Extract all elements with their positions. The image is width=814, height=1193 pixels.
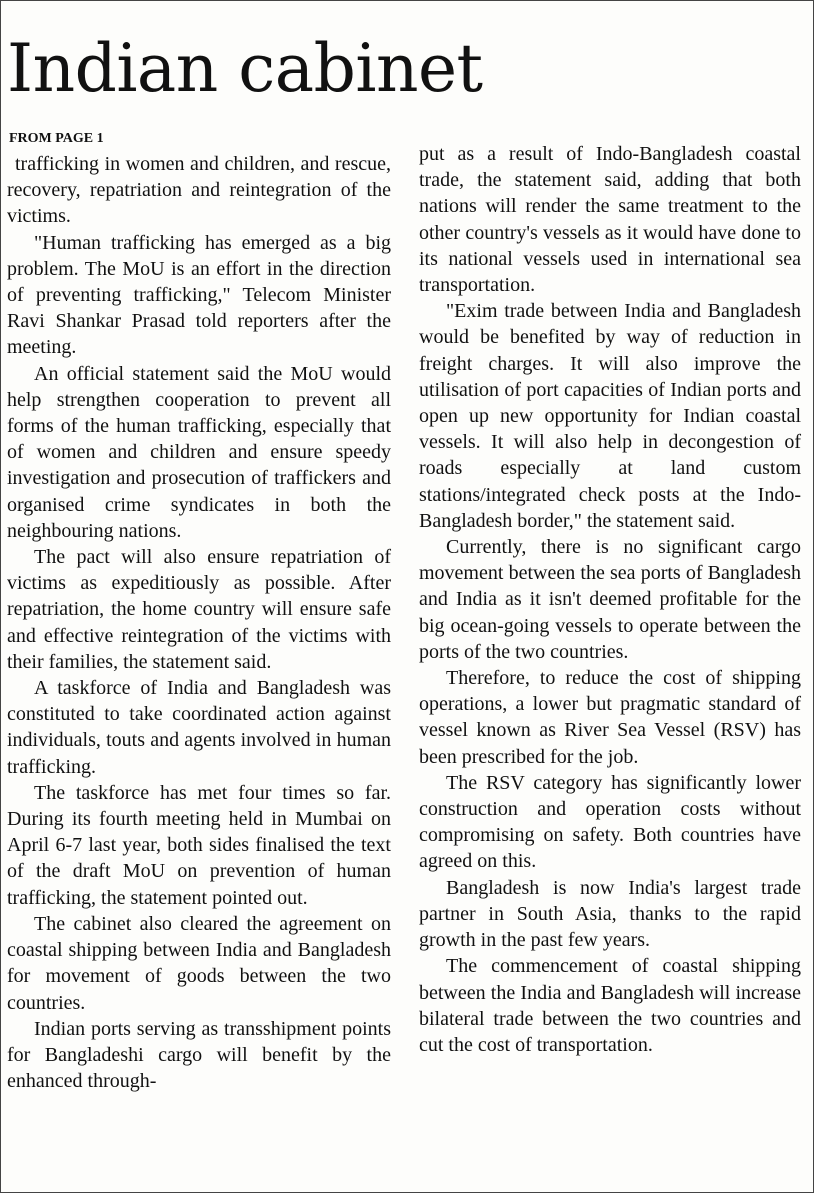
paragraph: The pact will also ensure repatriation of victims as expeditiously as possible. After repatriation, the home country will ensure safe and effective reintegration of the victims with their families, the statement said. <box>7 546 391 673</box>
paragraph: "Exim trade between India and Bangladesh would be benefited by way of reduction in freight charges. It will also improve the utilisation of port capacities of Indian ports and open up new opportunity for Indian coastal vessels. It will also help in decongestion of roads especially at land custom stations/integrated check posts at the Indo-Bangladesh border," the statement said. <box>419 300 801 532</box>
paragraph: Currently, there is no significant cargo movement between the sea ports of Bangladesh and India as it isn't deemed profitable for the big ocean-going vessels to operate between the ports of the two countries. <box>419 536 801 663</box>
paragraph: The cabinet also cleared the agreement on coastal shipping between India and Bangladesh for movement of goods between the two countries. <box>7 912 391 1014</box>
headline: Indian cabinet <box>7 30 483 107</box>
paragraph: Indian ports serving as transshipment points for Bangladeshi cargo will benefit by the enhanced through- <box>7 1017 391 1093</box>
dateline: FROM PAGE 1 <box>9 131 104 146</box>
paragraph: trafficking in women and children, and rescue, recovery, repatriation and reintegration of the victims. <box>7 153 391 228</box>
paragraph: A taskforce of India and Bangladesh was constituted to take coordinated action against individuals, touts and agents involved in human trafficking. <box>7 677 391 778</box>
paragraph: The taskforce has met four times so far. During its fourth meeting held in Mumbai on April 6-7 last year, both sides finalised the text of the draft MoU on prevention of human trafficking, the statement pointed out. <box>7 781 391 909</box>
paragraph: An official statement said the MoU would help strengthen cooperation to prevent all forms of the human trafficking, especially that of women and children and ensure speedy investigation and prosecution of traffickers and organised crime syndicates in both the neighbouring nations. <box>7 362 391 542</box>
paragraph: The commencement of coastal shipping between the India and Bangladesh will increase bilateral trade between the two countries and cut the cost of transportation. <box>419 955 801 1056</box>
paragraph: Therefore, to reduce the cost of shipping operations, a lower but pragmatic standard of vessel known as River Sea Vessel (RSV) has been prescribed for the job. <box>419 667 801 768</box>
paragraph: Bangladesh is now India's largest trade partner in South Asia, thanks to the rapid growth in the past few years. <box>419 876 801 952</box>
right-column <box>419 141 801 1058</box>
paragraph: The RSV category has significantly lower construction and operation costs without compromising on safety. Both countries have agreed on this. <box>419 771 801 873</box>
left-column <box>7 151 391 1094</box>
paragraph: put as a result of Indo-Bangladesh coastal trade, the statement said, adding that both nations will render the same treatment to the other country's vessels as it would have done to its national vessels used in international sea transportation. <box>419 143 801 297</box>
paragraph: "Human trafficking has emerged as a big problem. The MoU is an effort in the direction of preventing trafficking," Telecom Minister Ravi Shankar Prasad told reporters after the meeting. <box>7 231 391 359</box>
